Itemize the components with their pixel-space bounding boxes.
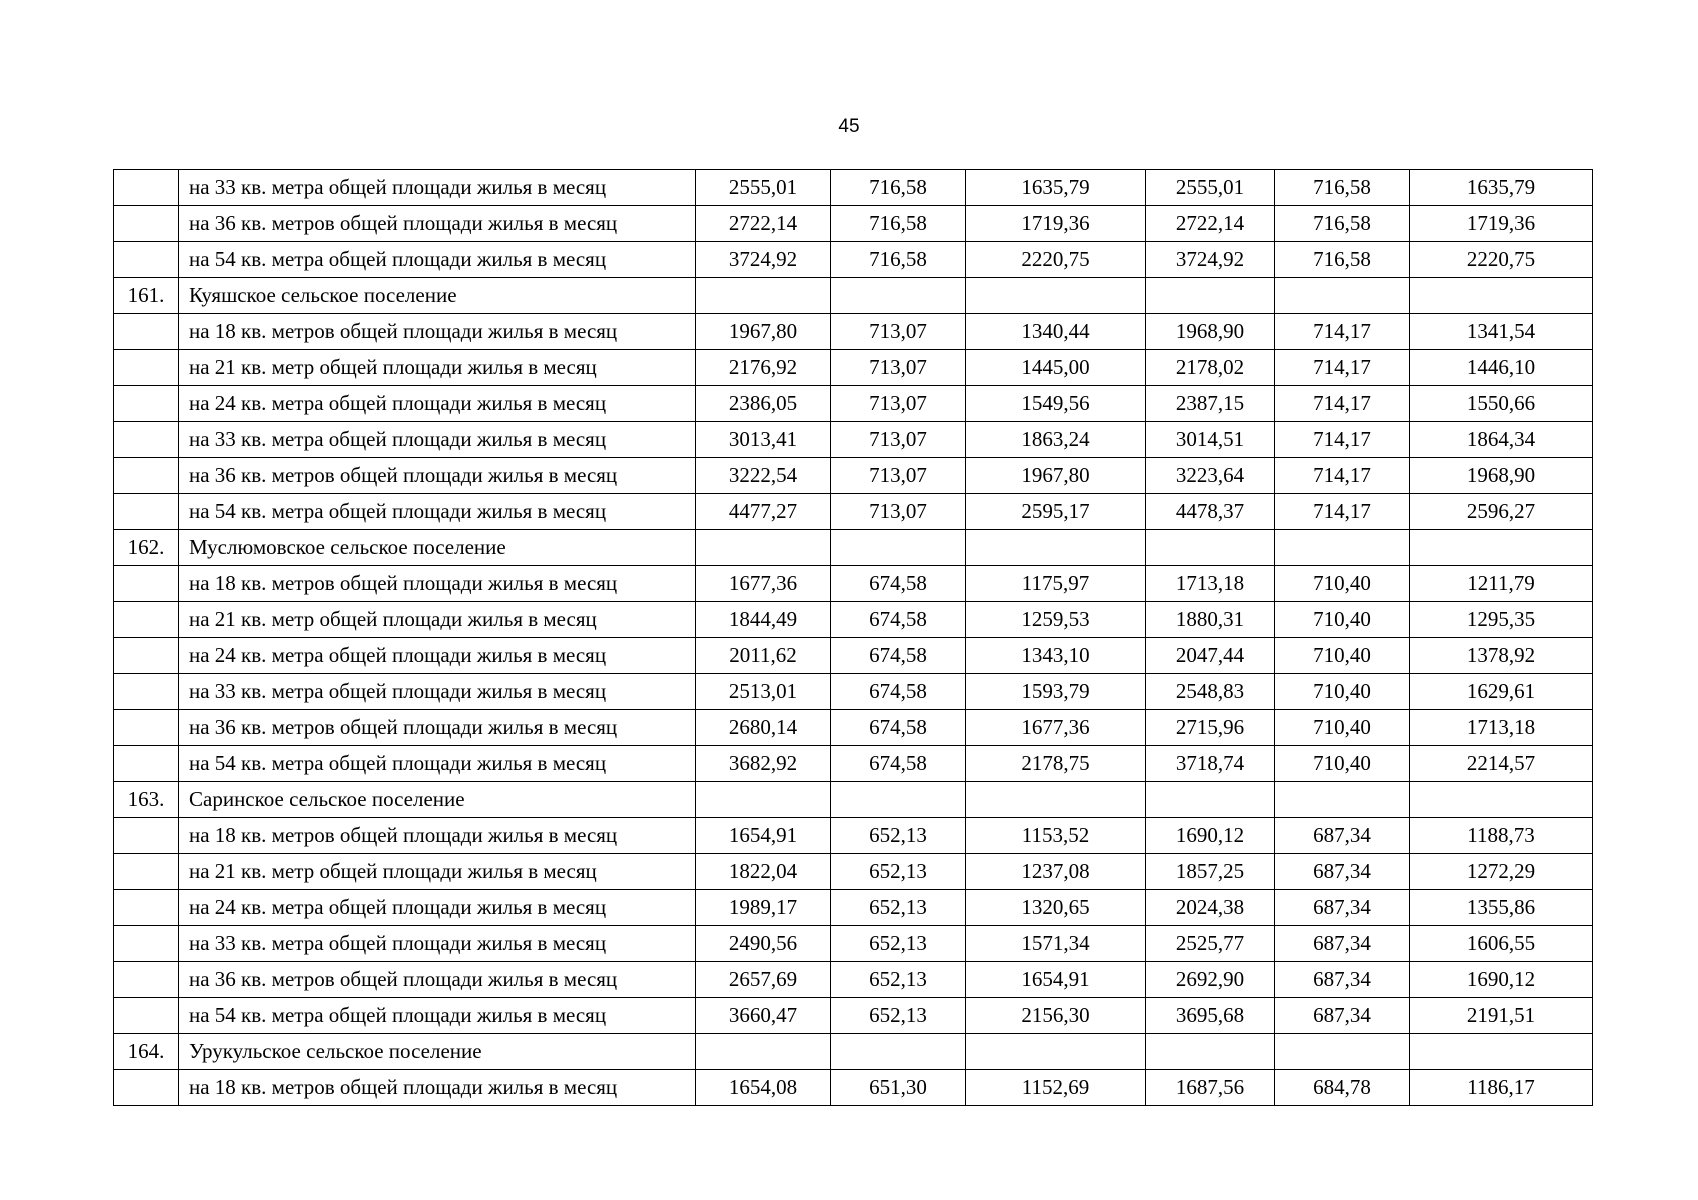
table-row xyxy=(114,710,1593,746)
row-number-cell xyxy=(114,458,179,494)
value-cell: 3223,64 xyxy=(1146,458,1275,494)
value-cell xyxy=(1275,278,1410,314)
value-cell: 2548,83 xyxy=(1146,674,1275,710)
description-cell: на 21 кв. метр общей площади жилья в месяц xyxy=(179,602,696,638)
value-cell: 2011,62 xyxy=(696,638,831,674)
value-cell: 1654,08 xyxy=(696,1070,831,1106)
value-cell: 1822,04 xyxy=(696,854,831,890)
value-cell: 1340,44 xyxy=(966,314,1146,350)
value-cell: 652,13 xyxy=(831,854,966,890)
value-cell xyxy=(1146,782,1275,818)
row-number-cell xyxy=(114,818,179,854)
value-cell: 1654,91 xyxy=(966,962,1146,998)
row-number-cell xyxy=(114,314,179,350)
value-cell: 3014,51 xyxy=(1146,422,1275,458)
value-cell: 1571,34 xyxy=(966,926,1146,962)
value-cell: 1713,18 xyxy=(1410,710,1593,746)
value-cell: 1320,65 xyxy=(966,890,1146,926)
value-cell: 2387,15 xyxy=(1146,386,1275,422)
row-number-cell xyxy=(114,710,179,746)
table-row xyxy=(114,602,1593,638)
table-row xyxy=(114,206,1593,242)
value-cell xyxy=(966,782,1146,818)
table-row xyxy=(114,890,1593,926)
settlement-name-cell: Саринское сельское поселение xyxy=(179,782,696,818)
value-cell: 652,13 xyxy=(831,962,966,998)
value-cell: 3222,54 xyxy=(696,458,831,494)
value-cell: 1378,92 xyxy=(1410,638,1593,674)
value-cell: 713,07 xyxy=(831,314,966,350)
description-cell: на 54 кв. метра общей площади жилья в месяц xyxy=(179,746,696,782)
row-number-cell xyxy=(114,602,179,638)
settlement-name-cell: Куяшское сельское поселение xyxy=(179,278,696,314)
value-cell: 1152,69 xyxy=(966,1070,1146,1106)
row-number-cell: 164. xyxy=(114,1034,179,1070)
value-cell xyxy=(1146,530,1275,566)
value-cell: 713,07 xyxy=(831,386,966,422)
value-cell: 3682,92 xyxy=(696,746,831,782)
value-cell: 713,07 xyxy=(831,494,966,530)
table-row xyxy=(114,854,1593,890)
value-cell: 2715,96 xyxy=(1146,710,1275,746)
value-cell: 2024,38 xyxy=(1146,890,1275,926)
value-cell: 652,13 xyxy=(831,998,966,1034)
value-cell: 1690,12 xyxy=(1146,818,1275,854)
description-cell: на 33 кв. метра общей площади жилья в месяц xyxy=(179,170,696,206)
value-cell xyxy=(696,530,831,566)
value-cell: 651,30 xyxy=(831,1070,966,1106)
value-cell xyxy=(1146,1034,1275,1070)
value-cell: 710,40 xyxy=(1275,602,1410,638)
value-cell: 2596,27 xyxy=(1410,494,1593,530)
value-cell xyxy=(696,278,831,314)
table-row xyxy=(114,674,1593,710)
row-number-cell xyxy=(114,746,179,782)
value-cell xyxy=(966,278,1146,314)
description-cell: на 18 кв. метров общей площади жилья в месяц xyxy=(179,818,696,854)
value-cell: 713,07 xyxy=(831,422,966,458)
row-number-cell xyxy=(114,854,179,890)
value-cell: 714,17 xyxy=(1275,458,1410,494)
description-cell: на 36 кв. метров общей площади жилья в месяц xyxy=(179,206,696,242)
value-cell: 687,34 xyxy=(1275,998,1410,1034)
value-cell: 1259,53 xyxy=(966,602,1146,638)
description-cell: на 21 кв. метр общей площади жилья в месяц xyxy=(179,854,696,890)
value-cell: 1677,36 xyxy=(966,710,1146,746)
value-cell: 2722,14 xyxy=(1146,206,1275,242)
row-number-cell xyxy=(114,350,179,386)
value-cell: 1355,86 xyxy=(1410,890,1593,926)
description-cell: на 24 кв. метра общей площади жилья в месяц xyxy=(179,638,696,674)
row-number-cell xyxy=(114,206,179,242)
value-cell xyxy=(1275,530,1410,566)
table-row xyxy=(114,566,1593,602)
row-number-cell xyxy=(114,566,179,602)
table-row xyxy=(114,926,1593,962)
value-cell: 1687,56 xyxy=(1146,1070,1275,1106)
value-cell: 1863,24 xyxy=(966,422,1146,458)
value-cell: 687,34 xyxy=(1275,818,1410,854)
value-cell: 2178,75 xyxy=(966,746,1146,782)
value-cell: 1550,66 xyxy=(1410,386,1593,422)
value-cell xyxy=(1275,1034,1410,1070)
description-cell: на 36 кв. метров общей площади жилья в месяц xyxy=(179,962,696,998)
row-number-cell xyxy=(114,890,179,926)
value-cell: 710,40 xyxy=(1275,746,1410,782)
description-cell: на 54 кв. метра общей площади жилья в месяц xyxy=(179,998,696,1034)
value-cell: 674,58 xyxy=(831,602,966,638)
table-row xyxy=(114,638,1593,674)
value-cell: 714,17 xyxy=(1275,350,1410,386)
description-cell: на 18 кв. метров общей площади жилья в месяц xyxy=(179,1070,696,1106)
settlement-header-row xyxy=(114,530,1593,566)
value-cell: 1989,17 xyxy=(696,890,831,926)
value-cell: 3695,68 xyxy=(1146,998,1275,1034)
value-cell: 1341,54 xyxy=(1410,314,1593,350)
value-cell: 1445,00 xyxy=(966,350,1146,386)
row-number-cell xyxy=(114,926,179,962)
value-cell: 716,58 xyxy=(831,206,966,242)
value-cell: 2178,02 xyxy=(1146,350,1275,386)
value-cell: 1864,34 xyxy=(1410,422,1593,458)
value-cell: 713,07 xyxy=(831,350,966,386)
value-cell: 2156,30 xyxy=(966,998,1146,1034)
description-cell: на 21 кв. метр общей площади жилья в месяц xyxy=(179,350,696,386)
value-cell xyxy=(1410,530,1593,566)
table-row xyxy=(114,314,1593,350)
value-cell: 1237,08 xyxy=(966,854,1146,890)
row-number-cell xyxy=(114,494,179,530)
settlement-header-row xyxy=(114,278,1593,314)
table-row xyxy=(114,746,1593,782)
description-cell: на 24 кв. метра общей площади жилья в месяц xyxy=(179,386,696,422)
description-cell: на 54 кв. метра общей площади жилья в месяц xyxy=(179,242,696,278)
value-cell: 2680,14 xyxy=(696,710,831,746)
value-cell: 2220,75 xyxy=(966,242,1146,278)
value-cell: 2513,01 xyxy=(696,674,831,710)
value-cell: 674,58 xyxy=(831,638,966,674)
value-cell: 1968,90 xyxy=(1146,314,1275,350)
value-cell: 714,17 xyxy=(1275,422,1410,458)
value-cell: 2722,14 xyxy=(696,206,831,242)
value-cell xyxy=(1410,782,1593,818)
row-number-cell xyxy=(114,242,179,278)
row-number-cell: 162. xyxy=(114,530,179,566)
settlement-header-row xyxy=(114,1034,1593,1070)
value-cell: 3013,41 xyxy=(696,422,831,458)
table-row xyxy=(114,818,1593,854)
value-cell: 2490,56 xyxy=(696,926,831,962)
value-cell: 710,40 xyxy=(1275,638,1410,674)
row-number-cell: 161. xyxy=(114,278,179,314)
value-cell: 1295,35 xyxy=(1410,602,1593,638)
row-number-cell xyxy=(114,386,179,422)
description-cell: на 18 кв. метров общей площади жилья в месяц xyxy=(179,314,696,350)
value-cell: 1272,29 xyxy=(1410,854,1593,890)
row-number-cell xyxy=(114,170,179,206)
description-cell: на 54 кв. метра общей площади жилья в месяц xyxy=(179,494,696,530)
value-cell: 1844,49 xyxy=(696,602,831,638)
page-number: 45 xyxy=(838,116,860,137)
value-cell: 2555,01 xyxy=(696,170,831,206)
value-cell: 3724,92 xyxy=(1146,242,1275,278)
value-cell: 716,58 xyxy=(831,170,966,206)
value-cell xyxy=(1410,1034,1593,1070)
value-cell: 1654,91 xyxy=(696,818,831,854)
table-row xyxy=(114,386,1593,422)
table-row xyxy=(114,422,1593,458)
value-cell: 652,13 xyxy=(831,890,966,926)
description-cell: на 24 кв. метра общей площади жилья в месяц xyxy=(179,890,696,926)
value-cell xyxy=(1146,278,1275,314)
value-cell: 1690,12 xyxy=(1410,962,1593,998)
value-cell: 3660,47 xyxy=(696,998,831,1034)
value-cell: 1719,36 xyxy=(1410,206,1593,242)
value-cell: 1549,56 xyxy=(966,386,1146,422)
value-cell: 716,58 xyxy=(1275,170,1410,206)
value-cell: 714,17 xyxy=(1275,314,1410,350)
value-cell: 1606,55 xyxy=(1410,926,1593,962)
value-cell: 687,34 xyxy=(1275,854,1410,890)
value-cell: 1593,79 xyxy=(966,674,1146,710)
value-cell: 1880,31 xyxy=(1146,602,1275,638)
value-cell xyxy=(696,1034,831,1070)
value-cell xyxy=(831,530,966,566)
table-row xyxy=(114,242,1593,278)
description-cell: на 33 кв. метра общей площади жилья в месяц xyxy=(179,926,696,962)
value-cell: 2176,92 xyxy=(696,350,831,386)
value-cell: 2220,75 xyxy=(1410,242,1593,278)
value-cell: 684,78 xyxy=(1275,1070,1410,1106)
description-cell: на 36 кв. метров общей площади жилья в месяц xyxy=(179,710,696,746)
value-cell: 4478,37 xyxy=(1146,494,1275,530)
value-cell: 710,40 xyxy=(1275,674,1410,710)
value-cell xyxy=(966,530,1146,566)
table-row xyxy=(114,962,1593,998)
value-cell: 1967,80 xyxy=(696,314,831,350)
row-number-cell xyxy=(114,638,179,674)
value-cell: 2191,51 xyxy=(1410,998,1593,1034)
description-cell: на 18 кв. метров общей площади жилья в месяц xyxy=(179,566,696,602)
tariff-table-body xyxy=(114,170,1593,1106)
table-row xyxy=(114,1070,1593,1106)
value-cell: 4477,27 xyxy=(696,494,831,530)
value-cell xyxy=(831,1034,966,1070)
value-cell xyxy=(831,782,966,818)
value-cell: 2692,90 xyxy=(1146,962,1275,998)
value-cell: 1211,79 xyxy=(1410,566,1593,602)
value-cell: 652,13 xyxy=(831,818,966,854)
value-cell: 716,58 xyxy=(831,242,966,278)
value-cell: 687,34 xyxy=(1275,890,1410,926)
row-number-cell xyxy=(114,674,179,710)
row-number-cell: 163. xyxy=(114,782,179,818)
value-cell: 716,58 xyxy=(1275,206,1410,242)
value-cell: 1635,79 xyxy=(1410,170,1593,206)
row-number-cell xyxy=(114,1070,179,1106)
value-cell: 674,58 xyxy=(831,674,966,710)
value-cell: 674,58 xyxy=(831,746,966,782)
value-cell: 2595,17 xyxy=(966,494,1146,530)
value-cell: 652,13 xyxy=(831,926,966,962)
tariff-table xyxy=(113,169,1593,1106)
value-cell xyxy=(1410,278,1593,314)
value-cell: 1186,17 xyxy=(1410,1070,1593,1106)
value-cell: 2214,57 xyxy=(1410,746,1593,782)
settlement-header-row xyxy=(114,782,1593,818)
value-cell: 1446,10 xyxy=(1410,350,1593,386)
value-cell: 2555,01 xyxy=(1146,170,1275,206)
value-cell: 3718,74 xyxy=(1146,746,1275,782)
value-cell: 714,17 xyxy=(1275,386,1410,422)
description-cell: на 36 кв. метров общей площади жилья в месяц xyxy=(179,458,696,494)
settlement-name-cell: Муслюмовское сельское поселение xyxy=(179,530,696,566)
value-cell: 687,34 xyxy=(1275,962,1410,998)
value-cell: 1713,18 xyxy=(1146,566,1275,602)
value-cell: 1343,10 xyxy=(966,638,1146,674)
value-cell: 2525,77 xyxy=(1146,926,1275,962)
table-row xyxy=(114,494,1593,530)
table-row xyxy=(114,350,1593,386)
value-cell xyxy=(831,278,966,314)
table-row xyxy=(114,170,1593,206)
table-row xyxy=(114,998,1593,1034)
value-cell: 710,40 xyxy=(1275,710,1410,746)
value-cell: 687,34 xyxy=(1275,926,1410,962)
row-number-cell xyxy=(114,962,179,998)
value-cell: 1175,97 xyxy=(966,566,1146,602)
value-cell: 1968,90 xyxy=(1410,458,1593,494)
value-cell: 2657,69 xyxy=(696,962,831,998)
value-cell: 1153,52 xyxy=(966,818,1146,854)
value-cell: 1188,73 xyxy=(1410,818,1593,854)
value-cell: 1635,79 xyxy=(966,170,1146,206)
value-cell: 1629,61 xyxy=(1410,674,1593,710)
value-cell: 3724,92 xyxy=(696,242,831,278)
value-cell xyxy=(696,782,831,818)
value-cell: 1967,80 xyxy=(966,458,1146,494)
table-row xyxy=(114,458,1593,494)
value-cell: 1857,25 xyxy=(1146,854,1275,890)
value-cell: 1677,36 xyxy=(696,566,831,602)
value-cell: 710,40 xyxy=(1275,566,1410,602)
settlement-name-cell: Урукульское сельское поселение xyxy=(179,1034,696,1070)
value-cell: 713,07 xyxy=(831,458,966,494)
value-cell: 1719,36 xyxy=(966,206,1146,242)
value-cell: 674,58 xyxy=(831,710,966,746)
row-number-cell xyxy=(114,998,179,1034)
value-cell: 714,17 xyxy=(1275,494,1410,530)
description-cell: на 33 кв. метра общей площади жилья в месяц xyxy=(179,674,696,710)
value-cell: 674,58 xyxy=(831,566,966,602)
value-cell xyxy=(966,1034,1146,1070)
value-cell: 716,58 xyxy=(1275,242,1410,278)
row-number-cell xyxy=(114,422,179,458)
description-cell: на 33 кв. метра общей площади жилья в месяц xyxy=(179,422,696,458)
value-cell xyxy=(1275,782,1410,818)
value-cell: 2047,44 xyxy=(1146,638,1275,674)
value-cell: 2386,05 xyxy=(696,386,831,422)
